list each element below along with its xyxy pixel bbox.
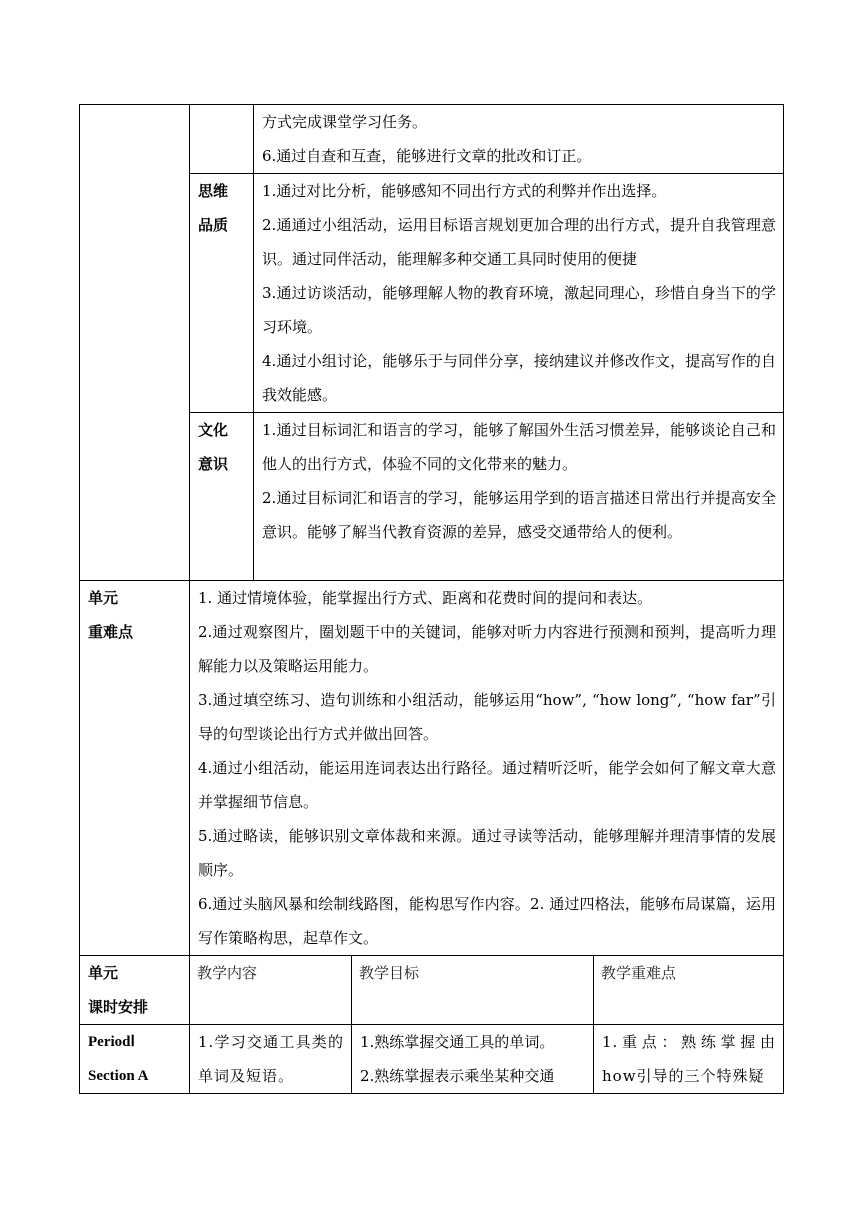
language-ability-line: 6.通过自查和互查，能够进行文章的批改和订正。 — [262, 147, 592, 165]
cultural-awareness-content — [254, 413, 784, 581]
schedule-label: 单元 课时安排 — [80, 956, 190, 1025]
core-literacy-label-cell — [80, 105, 190, 581]
language-ability-label-cell — [190, 105, 254, 174]
period-objective: 1.熟练掌握交通工具的单词。 2.熟练掌握表示乘坐某种交通 — [352, 1025, 594, 1094]
schedule-header-row — [80, 956, 784, 1025]
thinking-item: 4.通过小组讨论，能够乐于与同伴分享，接纳建议并修改作文，提高写作的自我效能感。 — [262, 352, 776, 404]
thinking-item: 1.通过对比分析，能够感知不同出行方式的利弊并作出选择。 — [262, 182, 667, 200]
thinking-item: 2.通通过小组活动，运用目标语言规划更加合理的出行方式，提升自我管理意识。通过同伴活动，能理解多种交通工具同时使用的便捷 — [262, 216, 776, 268]
language-ability-content — [254, 105, 784, 174]
key-point-item: 1. 通过情境体验，能掌握出行方式、距离和花费时间的提问和表达。 — [198, 589, 653, 607]
key-points-content — [190, 581, 784, 956]
thinking-item: 3.通过访谈活动，能够理解人物的教育环境，激起同理心，珍惜自身当下的学习环境。 — [262, 284, 776, 336]
culture-item: 1.通过目标词汇和语言的学习，能够了解国外生活习惯差异，能够谈论自己和他人的出行方式，体验不同的文化带来的魅力。 — [262, 421, 776, 473]
period-row — [80, 1025, 784, 1094]
period-difficulty: 1.重点：熟练掌握由how引导的三个特殊疑 — [594, 1025, 784, 1094]
culture-item: 2.通过目标词汇和语言的学习，能够运用学到的语言描述日常出行并提高安全意识。能够了解当代教育资源的差异，感受交通带给人的便利。 — [262, 489, 776, 541]
period-label: PeriodⅠ Section A — [80, 1025, 190, 1094]
key-point-item: 4.通过小组活动，能运用连词表达出行路径。通过精听泛听，能学会如何了解文章大意并掌握细节信息。 — [198, 759, 776, 811]
key-point-item: 5.通过略读，能够识别文章体裁和来源。通过寻读等活动，能够理解并理清事情的发展顺序。 — [198, 827, 776, 879]
key-points-label: 单元 重难点 — [80, 581, 190, 956]
key-point-item: 2.通过观察图片，圈划题干中的关键词，能够对听力内容进行预测和预判，提高听力理解能力以及策略运用能力。 — [198, 623, 776, 675]
cultural-awareness-label: 文化 意识 — [190, 413, 254, 581]
language-ability-line: 方式完成课堂学习任务。 — [262, 113, 428, 131]
header-teaching-objective: 教学目标 — [352, 956, 594, 1025]
key-point-item: 3.通过填空练习、造句训练和小组活动，能够运用“how”, “how long”, “how far”引导的句型谈论出行方式并做出回答。 — [198, 691, 776, 743]
language-ability-row — [80, 105, 784, 174]
thinking-quality-label: 思维 品质 — [190, 174, 254, 413]
header-teaching-content: 教学内容 — [190, 956, 352, 1025]
period-content: 1.学习交通工具类的单词及短语。 — [190, 1025, 352, 1094]
thinking-quality-content — [254, 174, 784, 413]
key-points-row — [80, 581, 784, 956]
unit-plan-table — [79, 104, 784, 1094]
header-teaching-difficulty: 教学重难点 — [594, 956, 784, 1025]
key-point-item: 6.通过头脑风暴和绘制线路图，能构思写作内容。2. 通过四格法，能够布局谋篇，运用写作策略构思，起草作文。 — [198, 895, 776, 947]
